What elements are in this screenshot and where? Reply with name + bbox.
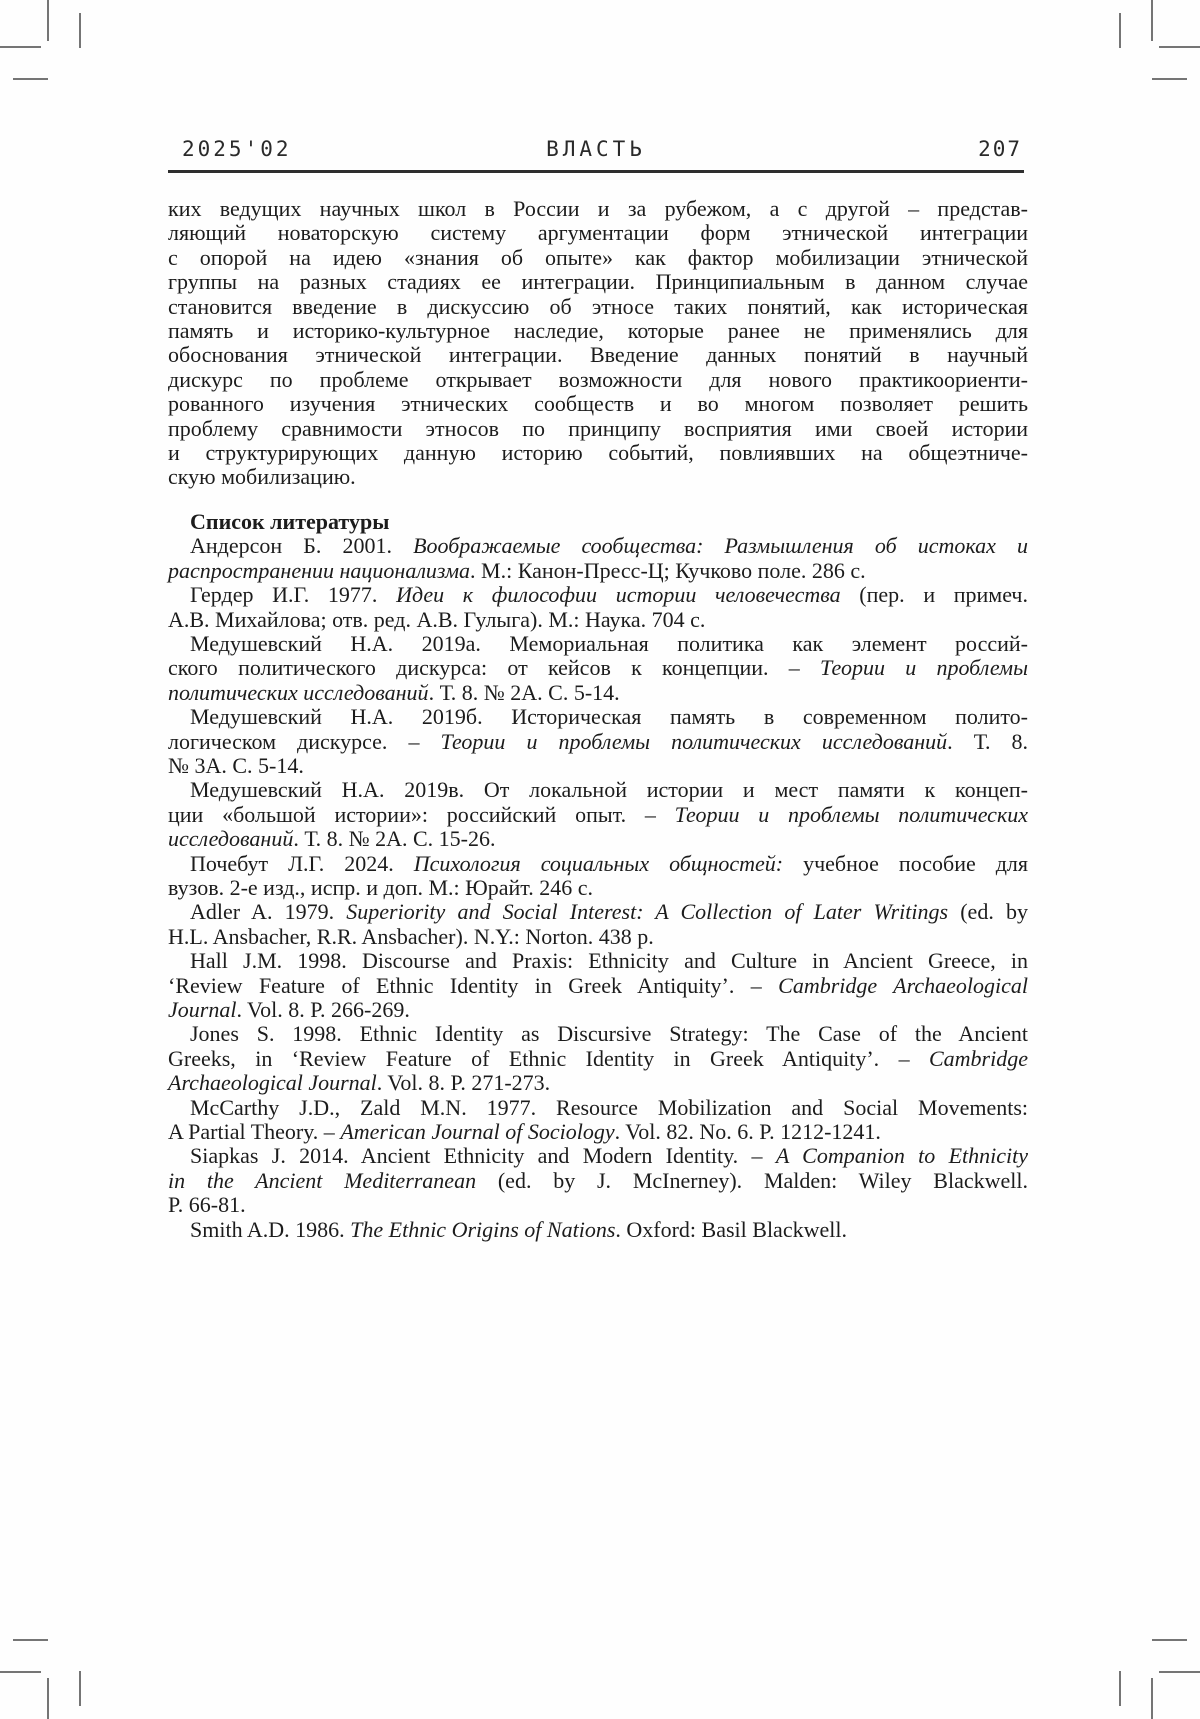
text-line: рованного изучения этнических сообществ и во многом позволяет решить bbox=[168, 391, 1028, 417]
text-segment: Гердер И.Г. 1977. bbox=[190, 582, 397, 608]
text-segment: Медушевский Н.А. 2019в. От локальной истории и мест памяти к концеп- bbox=[190, 777, 1028, 803]
text-segment: Медушевский Н.А. 2019а. Мемориальная политика как элемент россий- bbox=[190, 630, 1028, 656]
italic-title-segment: Cambridge Archaeological bbox=[778, 972, 1028, 998]
reference-item bbox=[168, 705, 1028, 778]
italic-title-segment: Cambridge bbox=[929, 1045, 1028, 1071]
reference-line bbox=[168, 949, 1028, 973]
crop-mark-bottom-right bbox=[1152, 1639, 1187, 1641]
article-text bbox=[168, 197, 1028, 1242]
reference-item bbox=[168, 1022, 1028, 1095]
text-segment: . Vol. 82. No. 6. P. 1212-1241. bbox=[614, 1119, 881, 1145]
text-segment: Jones S. 1998. Ethnic Identity as Discursive Strategy: The Case of the Ancient bbox=[190, 1021, 1028, 1047]
crop-mark-bottom-left bbox=[47, 1678, 49, 1719]
reference-line bbox=[168, 900, 1028, 924]
reference-line bbox=[168, 778, 1028, 802]
reference-line bbox=[168, 1193, 1028, 1217]
reference-line bbox=[168, 852, 1028, 876]
text-segment: H.L. Ansbacher, R.R. Ansbacher). N.Y.: Norton. 438 p. bbox=[168, 923, 654, 949]
italic-title-segment: Superiority and Social Interest: A Collection of Later Writings bbox=[346, 899, 949, 925]
crop-mark-top-right bbox=[1151, 0, 1153, 41]
reference-line bbox=[168, 705, 1028, 729]
issue-label: 2025'02 bbox=[182, 137, 292, 161]
reference-line bbox=[168, 1144, 1028, 1168]
text-segment: Smith A.D. 1986. bbox=[190, 1216, 351, 1242]
page-header bbox=[168, 137, 1024, 167]
reference-line bbox=[168, 1169, 1028, 1193]
crop-mark-top-right bbox=[1159, 46, 1200, 48]
reference-line bbox=[168, 1096, 1028, 1120]
reference-item bbox=[168, 534, 1028, 583]
italic-title-segment: Archaeological Journal bbox=[168, 1070, 377, 1096]
text-segment: (ed. by bbox=[948, 899, 1028, 925]
text-segment: Adler A. 1979. bbox=[190, 899, 347, 925]
crop-mark-bottom-right bbox=[1119, 1671, 1121, 1706]
text-line: дискурс по проблеме открывает возможности для нового практикоориенти- bbox=[168, 366, 1028, 392]
text-segment: Hall J.M. 1998. Discourse and Praxis: Ethnicity and Culture in Ancient Greece, in bbox=[190, 948, 1028, 974]
reference-item bbox=[168, 1096, 1028, 1145]
italic-title-segment: политических исследований bbox=[168, 679, 429, 705]
reference-line bbox=[168, 876, 1028, 900]
reference-line bbox=[168, 1022, 1028, 1046]
reference-item bbox=[168, 949, 1028, 1022]
reference-line bbox=[168, 656, 1028, 680]
reference-item bbox=[168, 632, 1028, 705]
text-line: с опорой на идею «знания об опыте» как фактор мобилизации этнической bbox=[168, 244, 1028, 270]
crop-mark-top-right bbox=[1152, 78, 1187, 80]
text-segment: . Vol. 8. P. 266-269. bbox=[236, 997, 410, 1022]
reference-item bbox=[168, 583, 1028, 632]
text-segment: логическом дискурсе. – bbox=[168, 728, 441, 754]
text-segment: № 3А. С. 5-14. bbox=[168, 752, 304, 778]
italic-title-segment: A Companion to Ethnicity bbox=[775, 1143, 1028, 1169]
article-paragraph bbox=[168, 197, 1028, 490]
text-segment: P. 66-81. bbox=[168, 1192, 246, 1218]
reference-line bbox=[168, 925, 1028, 949]
text-segment: Андерсон Б. 2001. bbox=[190, 533, 414, 559]
text-line: и структурирующих данную историю событий, повлиявших на общеэтниче- bbox=[168, 440, 1028, 466]
text-line: группы на разных стадиях ее интеграции. Принципиальным в данном случае bbox=[168, 269, 1028, 295]
text-segment: . М.: Канон-Пресс-Ц; Кучково поле. 286 с. bbox=[470, 557, 866, 583]
italic-title-segment: Идеи к философии истории человечества bbox=[396, 582, 841, 608]
crop-mark-top-left bbox=[79, 13, 81, 48]
text-segment: ции «большой истории»: российский опыт. – bbox=[168, 801, 675, 827]
italic-title-segment: Теории и проблемы политических bbox=[674, 801, 1028, 827]
text-segment: (ed. by J. McInerney). Malden: Wiley Blackwell. bbox=[476, 1167, 1028, 1193]
crop-mark-top-left bbox=[47, 0, 49, 41]
italic-title-segment: Психология социальных общностей: bbox=[413, 850, 784, 876]
text-line: становится введение в дискуссию об этносе таких понятий, как историческая bbox=[168, 293, 1028, 319]
crop-mark-top-right bbox=[1119, 13, 1121, 48]
text-segment: Почебут Л.Г. 2024. bbox=[190, 850, 414, 876]
text-segment: . Oxford: Basil Blackwell. bbox=[615, 1216, 847, 1242]
text-segment: ‘Review Feature of Ethnic Identity in Greek Antiquity’. – bbox=[168, 972, 779, 998]
reference-line bbox=[168, 1071, 1028, 1095]
reference-item bbox=[168, 778, 1028, 851]
reference-line bbox=[168, 998, 1028, 1022]
italic-title-segment: исследований bbox=[168, 826, 294, 852]
text-segment: . Т. 8. bbox=[947, 728, 1028, 754]
crop-mark-bottom-left bbox=[0, 1671, 41, 1673]
text-line: обоснования этнической интеграции. Введение данных понятий в научный bbox=[168, 342, 1028, 368]
reference-line bbox=[168, 1120, 1028, 1144]
crop-mark-bottom-left bbox=[79, 1671, 81, 1706]
italic-title-segment: Воображаемые сообщества: Размышления об истоках и bbox=[413, 533, 1028, 559]
text-line: проблему сравнимости этносов по принципу восприятия ими своей истории bbox=[168, 415, 1028, 441]
text-segment: (пер. и примеч. bbox=[840, 582, 1028, 608]
crop-mark-bottom-right bbox=[1159, 1671, 1200, 1673]
reference-item bbox=[168, 852, 1028, 901]
text-segment: вузов. 2-е изд., испр. и доп. М.: Юрайт. 246 с. bbox=[168, 874, 594, 900]
reference-line bbox=[168, 681, 1028, 705]
journal-title: ВЛАСТЬ bbox=[546, 137, 646, 161]
reference-item bbox=[168, 1218, 1028, 1242]
reference-line bbox=[168, 632, 1028, 656]
page-number: 207 bbox=[978, 137, 1022, 161]
reference-item bbox=[168, 900, 1028, 949]
italic-title-segment: Теории и проблемы bbox=[820, 655, 1028, 681]
reference-line bbox=[168, 803, 1028, 827]
reference-line bbox=[168, 583, 1028, 607]
reference-line bbox=[168, 827, 1028, 851]
reference-line bbox=[168, 1218, 1028, 1242]
reference-line bbox=[168, 1047, 1028, 1071]
text-segment: Siapkas J. 2014. Ancient Ethnicity and Modern Identity. – bbox=[190, 1143, 776, 1169]
text-line: ляющий новаторскую систему аргументации форм этнической интеграции bbox=[168, 220, 1028, 246]
text-segment: McCarthy J.D., Zald M.N. 1977. Resource Mobilization and Social Movements: bbox=[190, 1094, 1028, 1120]
text-segment: А.В. Михайлова; отв. ред. А.В. Гулыга). М.: Наука. 704 с. bbox=[168, 606, 706, 632]
text-segment: . Vol. 8. P. 271-273. bbox=[376, 1070, 551, 1096]
crop-mark-top-left bbox=[0, 46, 41, 48]
text-segment: ского политического дискурса: от кейсов к концепции. – bbox=[168, 655, 821, 681]
text-segment: Медушевский Н.А. 2019б. Историческая память в современном полито- bbox=[190, 704, 1028, 730]
header-rule bbox=[168, 170, 1024, 173]
italic-title-segment: American Journal of Sociology bbox=[340, 1119, 615, 1145]
reference-item bbox=[168, 1144, 1028, 1217]
text-segment: . Т. 8. № 2А. С. 15-26. bbox=[293, 826, 496, 852]
crop-mark-top-left bbox=[13, 78, 48, 80]
text-line: скую мобилизацию. bbox=[168, 464, 356, 490]
italic-title-segment: The Ethnic Origins of Nations bbox=[350, 1216, 616, 1242]
reference-line bbox=[168, 974, 1028, 998]
reference-line bbox=[168, 754, 1028, 778]
italic-title-segment: распространении национализма bbox=[168, 557, 471, 583]
text-line: ких ведущих научных школ в России и за рубежом, а с другой – представ- bbox=[168, 196, 1028, 221]
text-line: память и историко-культурное наследие, которые ранее не применялись для bbox=[168, 318, 1028, 344]
references-list bbox=[168, 534, 1028, 1242]
italic-title-segment: Теории и проблемы политических исследований bbox=[440, 728, 948, 754]
italic-title-segment: in the Ancient Mediterranean bbox=[168, 1167, 477, 1193]
text-segment: A Partial Theory. – bbox=[168, 1119, 341, 1145]
italic-title-segment: Journal bbox=[168, 997, 237, 1022]
reference-line bbox=[168, 608, 1028, 632]
reference-line bbox=[168, 559, 1028, 583]
references-heading: Список литературы bbox=[190, 508, 390, 534]
reference-line bbox=[168, 534, 1028, 558]
text-segment: Greeks, in ‘Review Feature of Ethnic Identity in Greek Antiquity’. – bbox=[168, 1045, 929, 1071]
crop-mark-bottom-left bbox=[13, 1639, 48, 1641]
text-segment: учебное пособие для bbox=[783, 850, 1029, 876]
text-segment: . Т. 8. № 2А. С. 5-14. bbox=[428, 679, 620, 705]
crop-mark-bottom-right bbox=[1151, 1678, 1153, 1719]
reference-line bbox=[168, 730, 1028, 754]
